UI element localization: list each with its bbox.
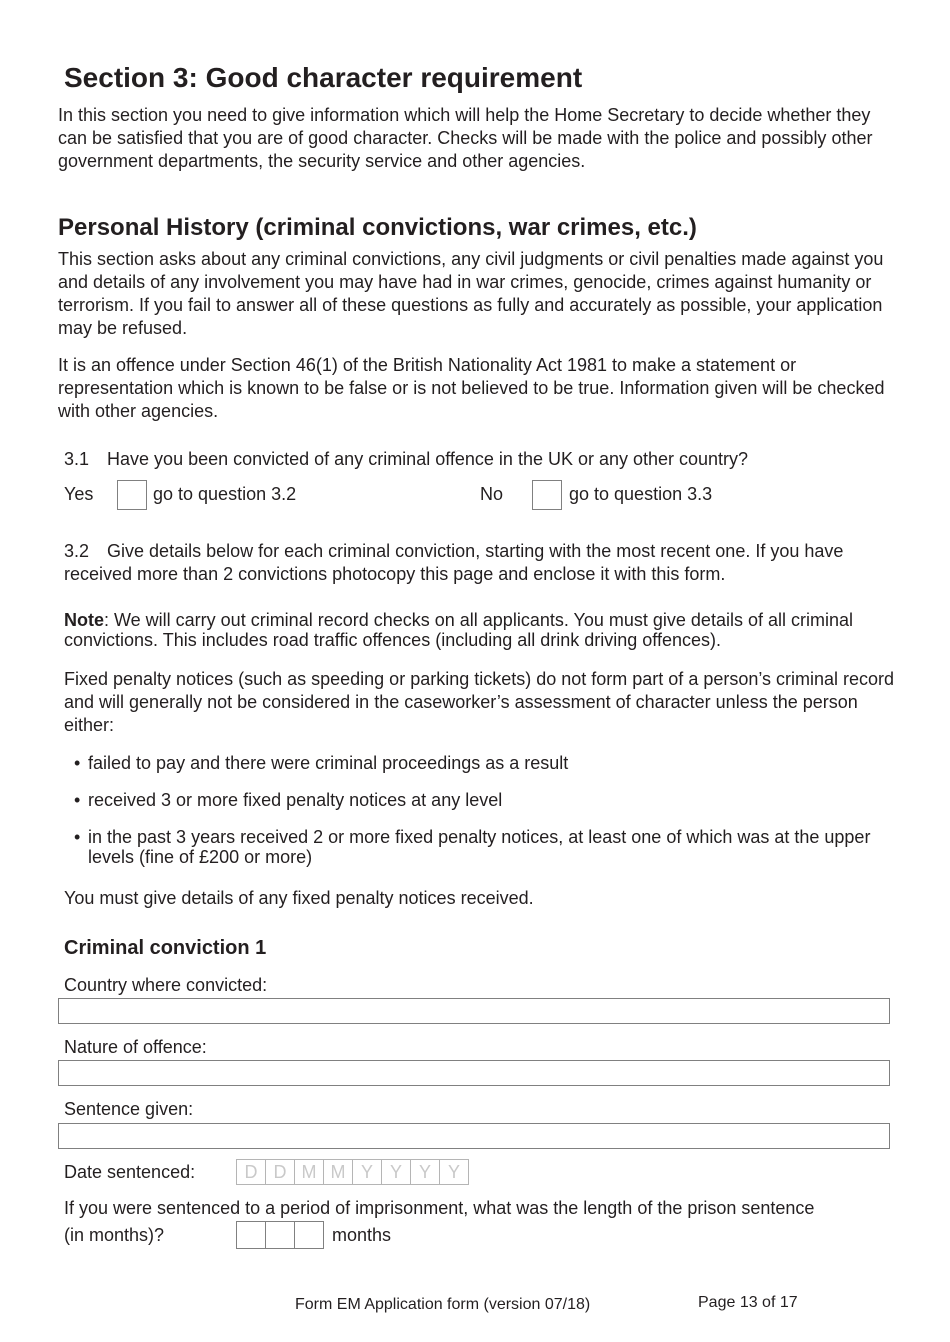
date-day-cell[interactable]: D	[236, 1159, 266, 1185]
note-text: : We will carry out criminal record checks on all applicants. You must give details of all criminal convictions. This includes road traffic offences (including all drink driving offences).	[64, 610, 853, 650]
sentence-input[interactable]	[58, 1123, 890, 1149]
note-paragraph	[64, 610, 894, 650]
months-digit-cell[interactable]	[265, 1221, 295, 1249]
footer-page-number: Page 13 of 17	[698, 1294, 798, 1311]
conviction-1-title: Criminal conviction 1	[64, 937, 267, 959]
footer-form-name: Form EM Application form (version 07/18)	[295, 1296, 591, 1313]
date-sentenced-input[interactable]	[236, 1159, 468, 1185]
no-goto-text: go to question 3.3	[569, 484, 713, 504]
months-digit-cell[interactable]	[236, 1221, 266, 1249]
no-checkbox[interactable]	[532, 480, 562, 510]
offence-input[interactable]	[58, 1060, 890, 1086]
question-3-1	[64, 448, 904, 471]
list-item: • received 3 or more fixed penalty notices at any level	[66, 790, 886, 810]
question-3-2-number: 3.2	[64, 541, 90, 561]
date-sentenced-label: Date sentenced:	[64, 1162, 196, 1182]
date-year-cell[interactable]: Y	[381, 1159, 411, 1185]
offence-label: Nature of offence:	[64, 1037, 207, 1057]
personal-history-para1: This section asks about any criminal convictions, any civil judgments or civil penalties made against you and details of any involvement you may have had in war crimes, genocide, crimes against humanity or terrorism. If you fail to answer all of these questions as fully and accurately as possible, your application may be refused.	[58, 249, 884, 338]
fixed-penalty-closing: You must give details of any fixed penalty notices received.	[64, 888, 534, 908]
fixed-penalty-paragraph: Fixed penalty notices (such as speeding or parking tickets) do not form part of a person’s criminal record and will generally not be considered in the caseworker’s assessment of character unless the person either:	[64, 669, 895, 735]
date-month-cell[interactable]: M	[323, 1159, 353, 1185]
note-label: Note	[64, 610, 104, 630]
personal-history-title: Personal History (criminal convictions, war crimes, etc.)	[58, 214, 697, 241]
yes-checkbox[interactable]	[117, 480, 147, 510]
date-year-cell[interactable]: Y	[410, 1159, 440, 1185]
country-label: Country where convicted:	[64, 975, 268, 995]
yes-label: Yes	[64, 484, 94, 504]
months-label: months	[332, 1225, 392, 1245]
date-month-cell[interactable]: M	[294, 1159, 324, 1185]
question-3-1-number: 3.1	[64, 449, 90, 469]
yes-goto-text: go to question 3.2	[153, 484, 297, 504]
date-year-cell[interactable]: Y	[439, 1159, 469, 1185]
list-item: • in the past 3 years received 2 or more fixed penalty notices, at least one of which was at the upper levels (fine of £200 or more)	[66, 827, 886, 867]
prison-question-line2: (in months)?	[64, 1225, 165, 1245]
section-title: Section 3: Good character requirement	[64, 62, 583, 93]
section-intro: In this section you need to give information which will help the Home Secretary to decide whether they can be satisfied that you are of good character. Checks will be made with the police and possibly other government departments, the security service and other agencies.	[58, 105, 873, 171]
country-input[interactable]	[58, 998, 890, 1024]
no-label: No	[480, 484, 504, 504]
fixed-penalty-criteria-list	[66, 753, 886, 884]
personal-history-para2: It is an offence under Section 46(1) of the British Nationality Act 1981 to make a statement or representation which is known to be false or is not believed to be true. Information given will be checked with other agencies.	[58, 355, 885, 421]
sentence-label: Sentence given:	[64, 1099, 194, 1119]
question-3-2	[64, 540, 894, 586]
list-item: • failed to pay and there were criminal proceedings as a result	[66, 753, 886, 773]
prison-question-line1: If you were sentenced to a period of imprisonment, what was the length of the prison sentence	[64, 1198, 815, 1218]
prison-months-input[interactable]	[236, 1221, 323, 1249]
date-year-cell[interactable]: Y	[352, 1159, 382, 1185]
date-day-cell[interactable]: D	[265, 1159, 295, 1185]
question-3-2-text: Give details below for each criminal conviction, starting with the most recent one. If you have received more than 2 convictions photocopy this page and enclose it with this form.	[64, 541, 844, 584]
question-3-1-text: Have you been convicted of any criminal offence in the UK or any other country?	[107, 449, 749, 469]
months-digit-cell[interactable]	[294, 1221, 324, 1249]
